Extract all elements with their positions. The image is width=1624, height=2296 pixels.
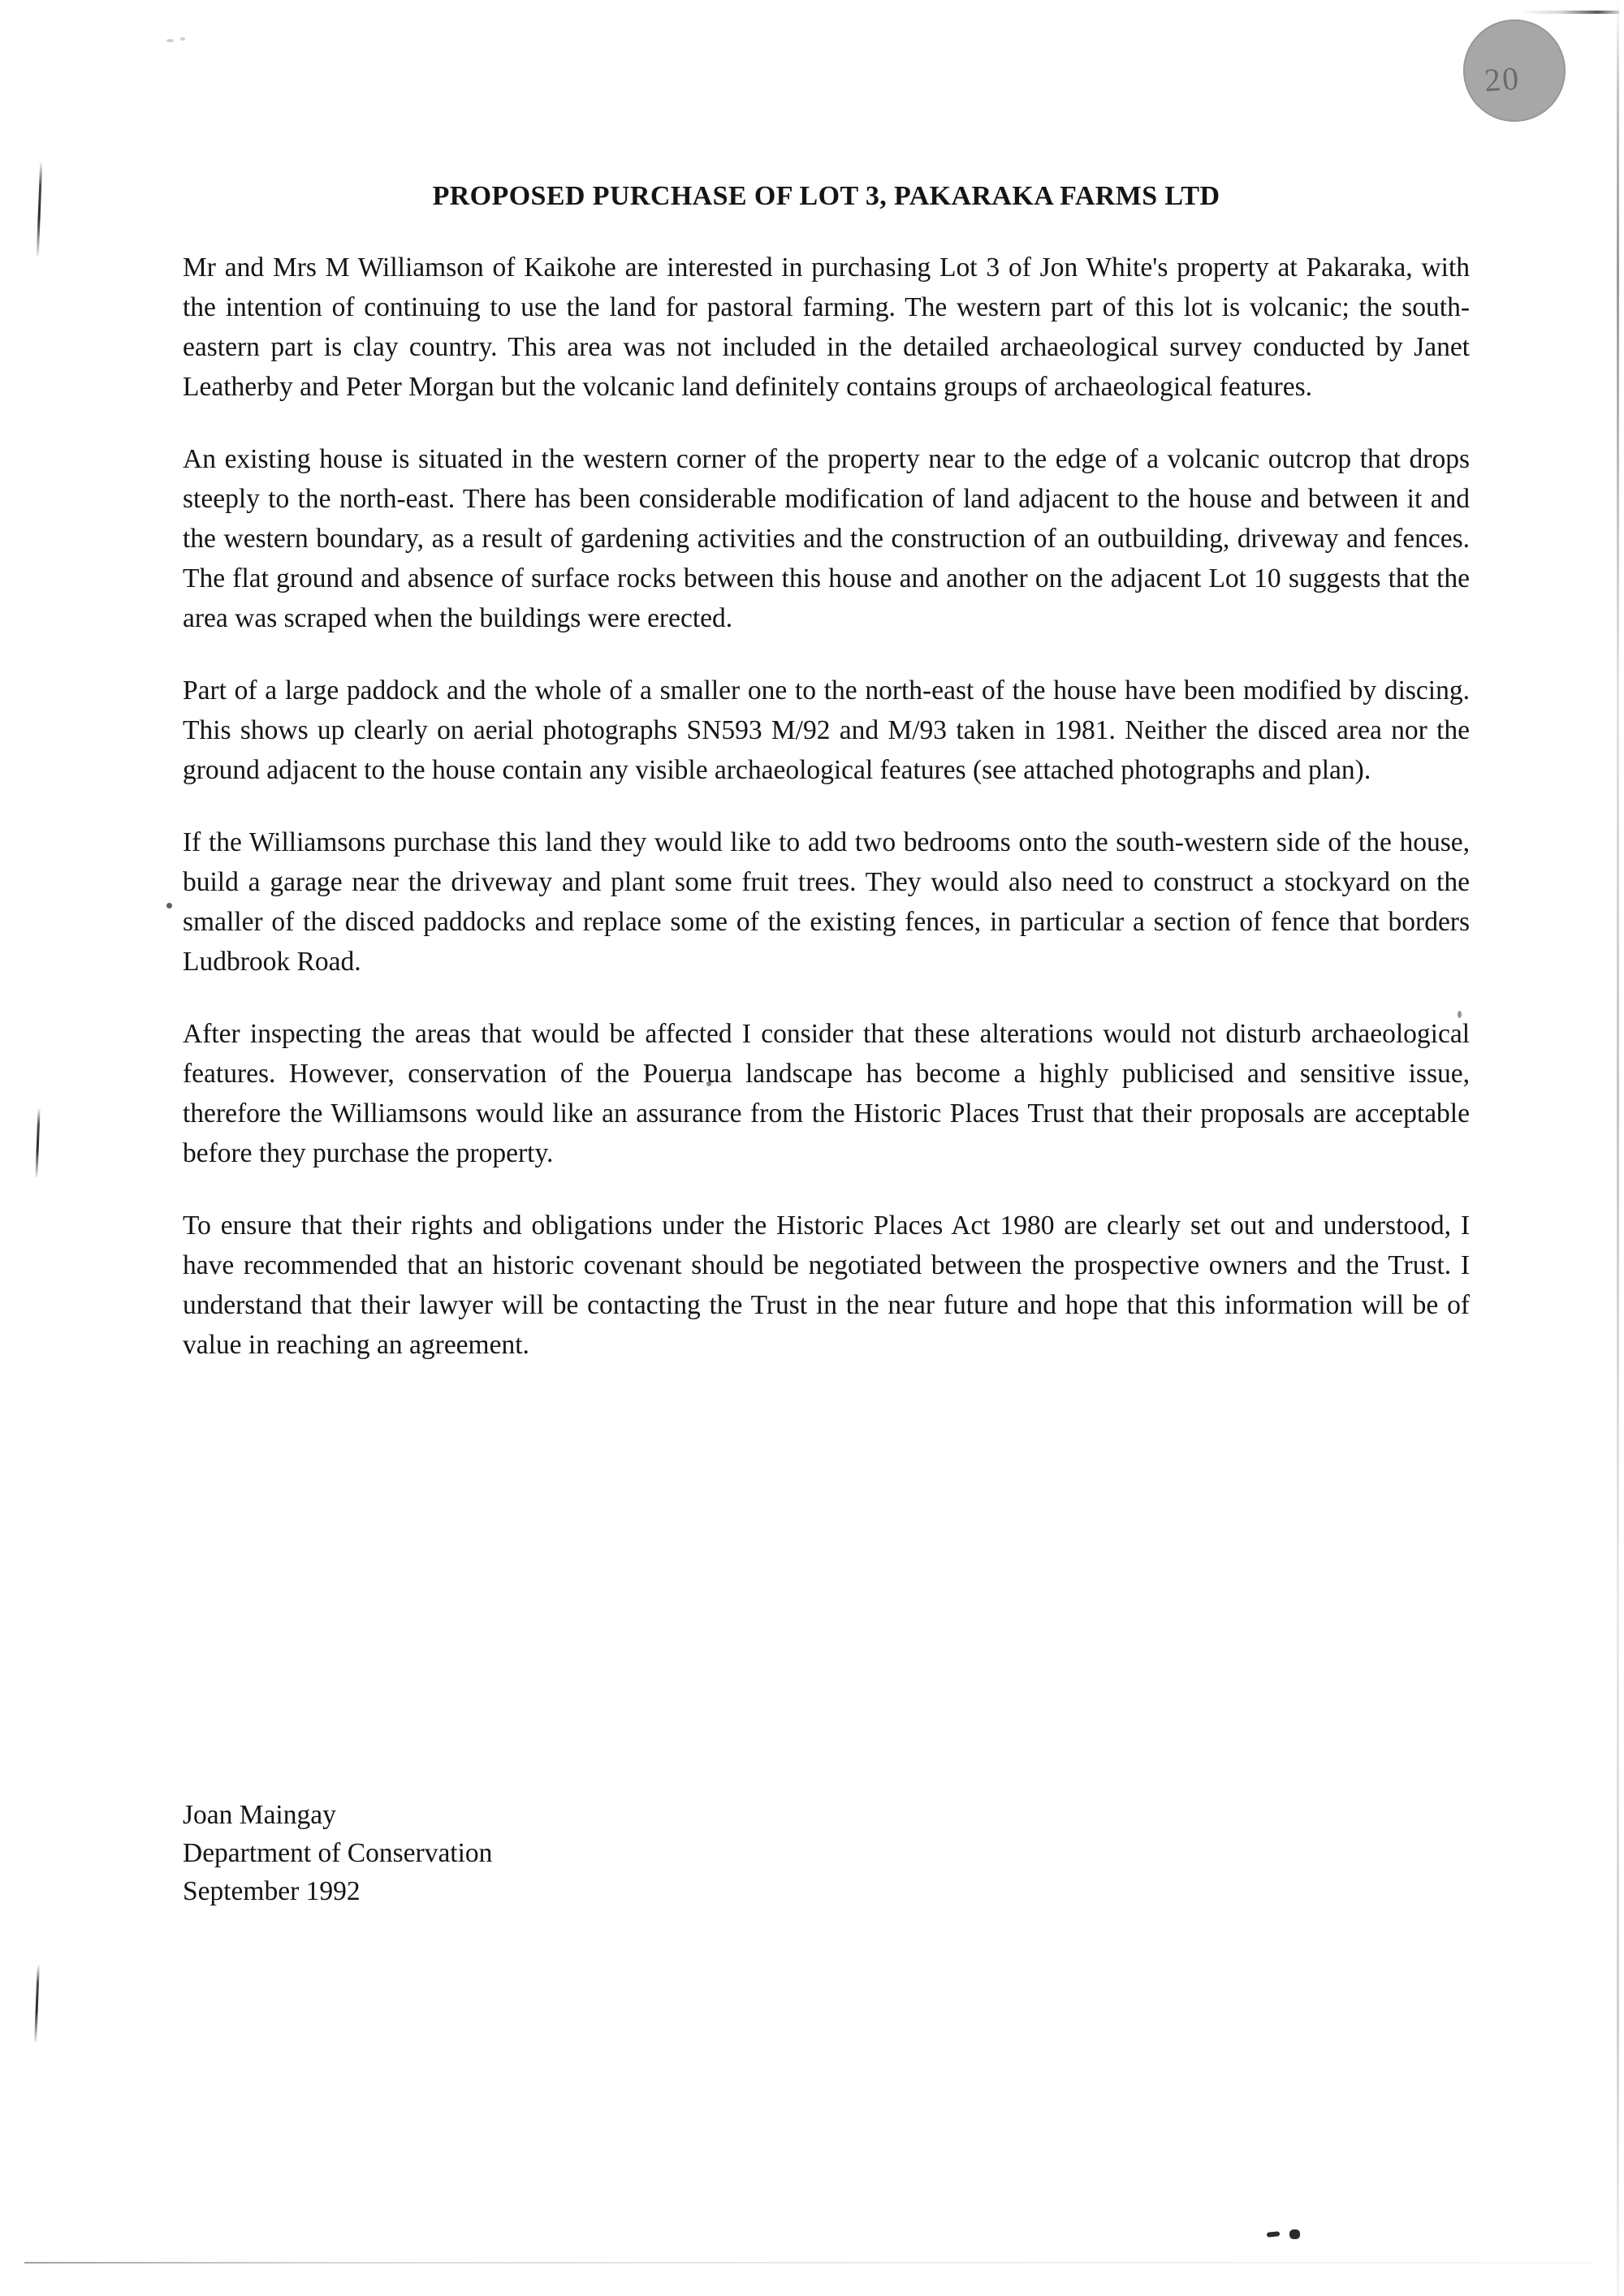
margin-pen-mark — [37, 162, 42, 256]
paragraph: If the Williamsons purchase this land they would like to add two bedrooms onto the south-western side of the house, build a garage near the driveway and plant some fruit trees. They would also need to construct a stockyard on the smaller of the disced paddocks and replace some of the existing fences, in particular a section of fence that borders Ludbrook Road. — [183, 826, 1470, 977]
paragraph: Part of a large paddock and the whole of a smaller one to the north-east of the house have been modified by discing. This shows up clearly on aerial photographs SN593 M/92 and M/93 taken in 1981. Neither the disced area nor the ground adjacent to the house contain any visible archaeological features (see attached photographs and plan). — [183, 675, 1470, 785]
page-number-stamp — [1463, 19, 1566, 122]
paragraph: Mr and Mrs M Williamson of Kaikohe are interested in purchasing Lot 3 of Jon White's property at Pakaraka, with the intention of continuing to use the land for pastoral farming. The western part of this lot is volcanic; the south-eastern part is clay country. This area was not included in the detailed archaeological survey conducted by Janet Leatherby and Peter Morgan but the volcanic land definitely contains groups of archaeological features. — [183, 252, 1470, 402]
signature-block — [183, 1796, 492, 1910]
margin-pen-mark — [34, 1965, 40, 2042]
scan-edge-right-artifact — [1617, 0, 1619, 2296]
signature-author: Joan Maingay — [183, 1800, 336, 1830]
scan-speck — [166, 39, 174, 42]
ink-speck — [1267, 2231, 1281, 2238]
margin-pen-mark — [35, 1108, 40, 1177]
ink-speck — [1289, 2229, 1300, 2239]
scan-edge-bottom-artifact — [24, 2262, 1592, 2264]
scan-streak-artifact — [1522, 11, 1619, 14]
paragraph: After inspecting the areas that would be affected I consider that these alterations would not disturb archaeological features. However, conservation of the Pouerua landscape has become a highly publicised and sensitive issue, therefore the Williamsons would like an assurance from the Historic Places Trust that their proposals are acceptable before they purchase the property. — [183, 1018, 1470, 1168]
page-number-stamp-value: 20 — [1483, 59, 1522, 99]
paragraph: To ensure that their rights and obligations under the Historic Places Act 1980 are clearly set out and understood, I have recommended that an historic covenant should be negotiated between the prospective owners and the Trust. I understand that their lawyer will be contacting the Trust in the near future and hope that this information will be of value in reaching an agreement. — [183, 1210, 1470, 1360]
page-title: PROPOSED PURCHASE OF LOT 3, PAKARAKA FARMS LTD — [432, 181, 1220, 211]
signature-organisation: Department of Conservation — [183, 1838, 493, 1868]
ink-speck — [166, 903, 172, 908]
document-paragraphs — [183, 248, 1470, 1365]
document-body — [183, 0, 1470, 1365]
signature-date: September 1992 — [183, 1876, 361, 1906]
paragraph: An existing house is situated in the western corner of the property near to the edge of a volcanic outcrop that drops steeply to the north-east. There has been considerable modification of land adjacent to the house and between it and the western boundary, as a result of gardening activities and the construction of an outbuilding, driveway and fences. The flat ground and absence of surface rocks between this house and another on the adjacent Lot 10 suggests that the area was scraped when the buildings were erected. — [183, 443, 1470, 633]
